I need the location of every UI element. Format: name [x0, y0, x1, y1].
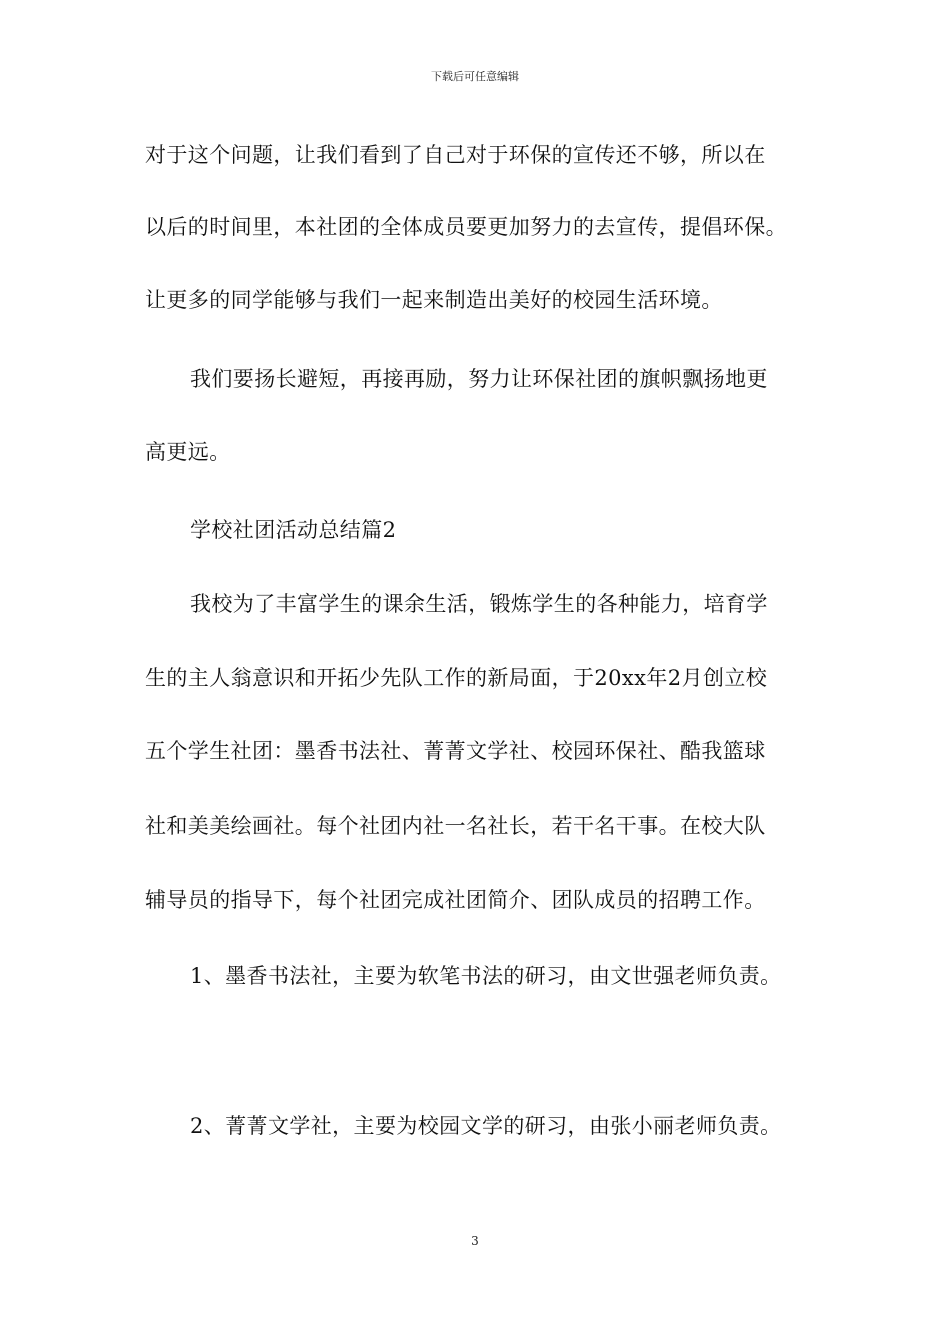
body-line-8: 生的主人翁意识和开拓少先队工作的新局面，于20xx年2月创立校: [145, 666, 768, 690]
body-line-10: 社和美美绘画社。每个社团内社一名社长，若干名干事。在校大队: [145, 814, 766, 838]
body-line-9: 五个学生社团：墨香书法社、菁菁文学社、校园环保社、酷我篮球: [145, 739, 766, 763]
body-line-5: 高更远。: [145, 440, 231, 464]
list-item-1: 1、墨香书法社，主要为软笔书法的研习，由文世强老师负责。: [190, 964, 782, 988]
body-line-1: 对于这个问题，让我们看到了自己对于环保的宣传还不够，所以在: [145, 143, 766, 167]
body-line-2: 以后的时间里，本社团的全体成员要更加努力的去宣传，提倡环保。: [145, 215, 787, 239]
section-heading: 学校社团活动总结篇2: [190, 518, 397, 542]
page-number: 3: [471, 1234, 479, 1248]
list-item-2: 2、菁菁文学社，主要为校园文学的研习，由张小丽老师负责。: [190, 1114, 782, 1138]
body-line-4: 我们要扬长避短，再接再励，努力让环保社团的旗帜飘扬地更: [190, 367, 768, 391]
page-header: 下载后可任意编辑: [431, 70, 519, 83]
body-line-11: 辅导员的指导下，每个社团完成社团简介、团队成员的招聘工作。: [145, 888, 766, 912]
body-line-3: 让更多的同学能够与我们一起来制造出美好的校园生活环境。: [145, 288, 723, 312]
body-line-7: 我校为了丰富学生的课余生活，锻炼学生的各种能力，培育学: [190, 592, 768, 616]
